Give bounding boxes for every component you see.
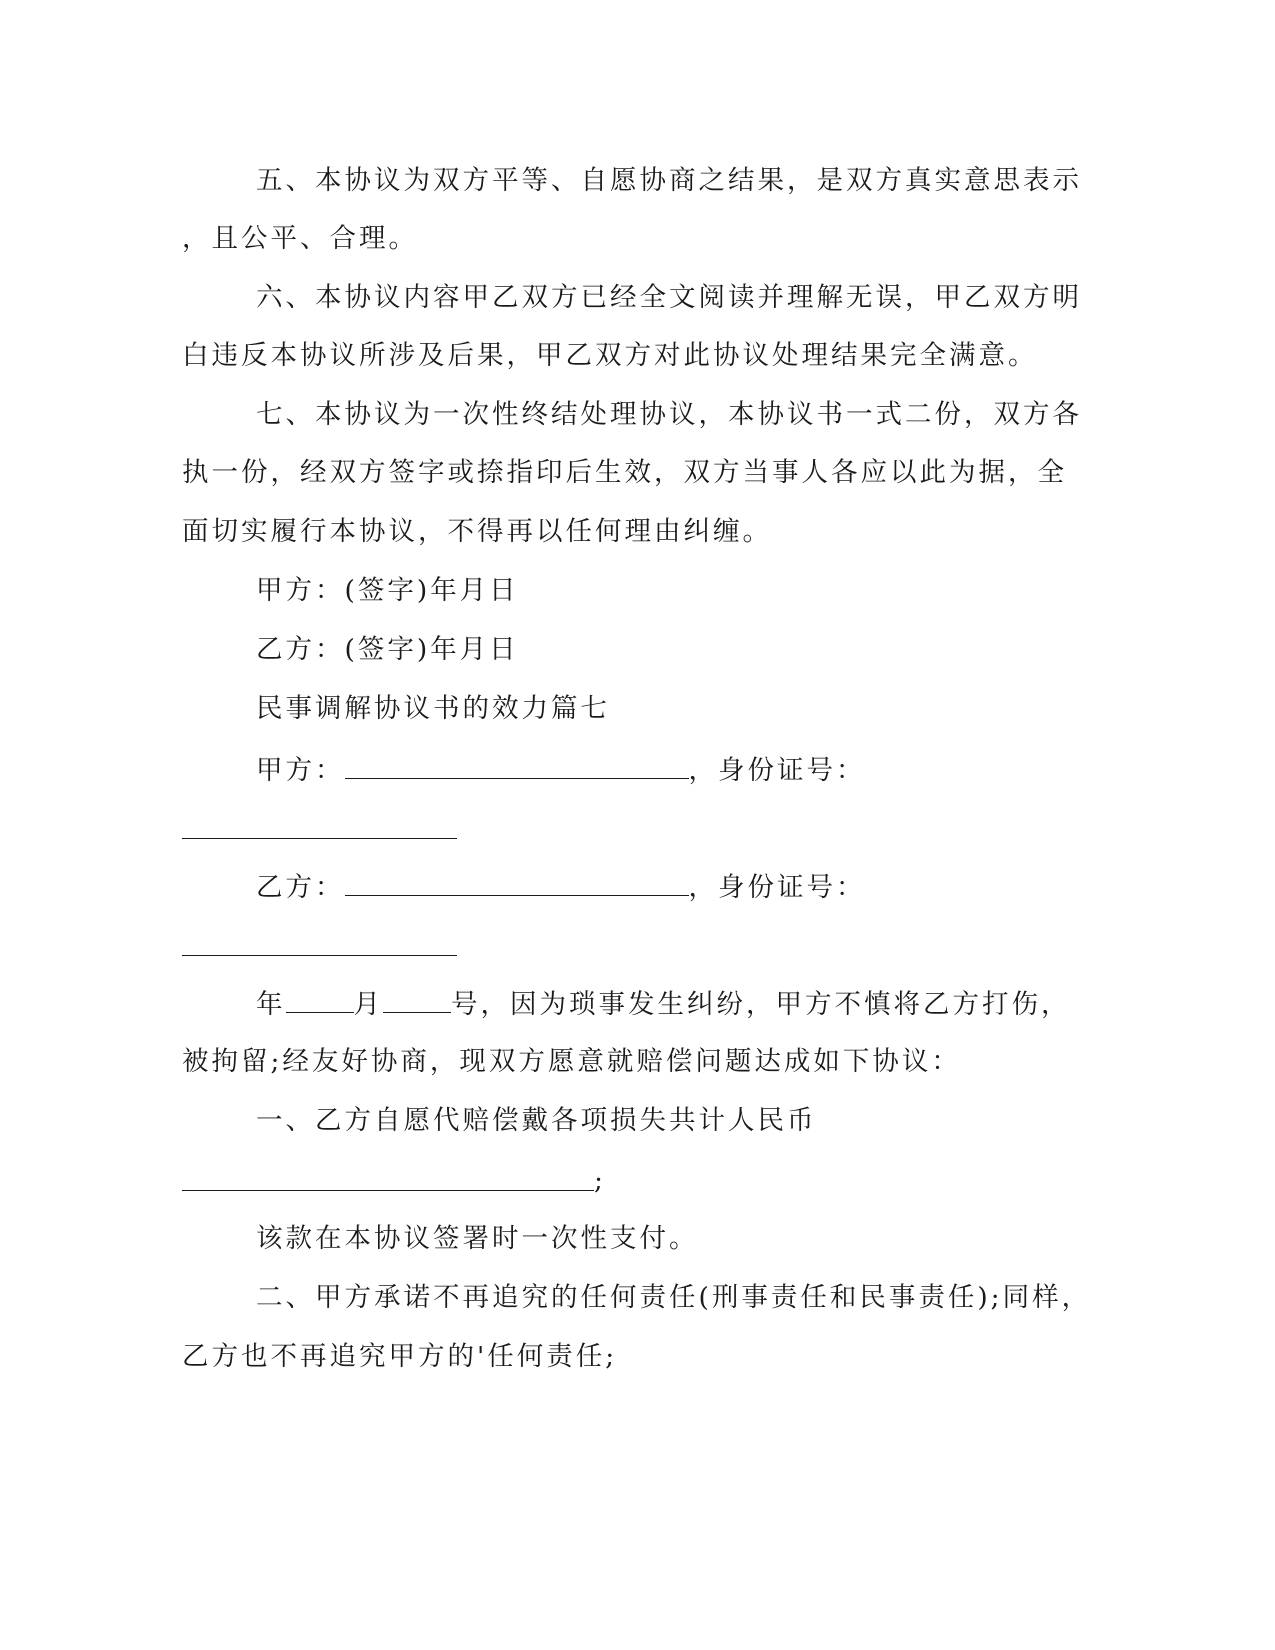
day-blank <box>383 990 451 1013</box>
clause-5-line-2: ，且公平、合理。 <box>182 223 418 254</box>
party-a-id-label: ，身份证号： <box>688 755 866 786</box>
clause-7-line-1: 七、本协议为一次性终结处理协议，本协议书一式二份，双方各 <box>256 399 1082 430</box>
incident-line-2: 被拘留;经友好协商，现双方愿意就赔偿问题达成如下协议： <box>182 1046 961 1077</box>
clause-7-line-3: 面切实履行本协议，不得再以任何理由纠缠。 <box>182 516 772 547</box>
date-month-label: 月 <box>353 989 383 1020</box>
item-1-line-1: 一、乙方自愿代赔偿戴各项损失共计人民币 <box>256 1105 817 1136</box>
party-b-name-blank <box>345 873 689 896</box>
payment-line: 该款在本协议签署时一次性支付。 <box>256 1223 699 1254</box>
party-a-name-blank <box>345 756 689 779</box>
compensation-amount-blank <box>182 1190 594 1191</box>
month-blank <box>286 990 354 1013</box>
party-b-label: 乙方： <box>256 872 345 903</box>
incident-text: 号，因为琐事发生纠纷，甲方不慎将乙方打伤， <box>451 989 1071 1020</box>
signature-party-b: 乙方：(签字)年月日 <box>256 634 519 665</box>
item-2-line-2: 乙方也不再追究甲方的'任何责任; <box>182 1341 618 1372</box>
party-b-id-label: ，身份证号： <box>688 872 866 903</box>
section-title: 民事调解协议书的效力篇七 <box>256 693 610 724</box>
clause-6-line-2: 白违反本协议所涉及后果，甲乙双方对此协议处理结果完全满意。 <box>182 340 1038 371</box>
clause-6-line-1: 六、本协议内容甲乙双方已经全文阅读并理解无误，甲乙双方明 <box>256 282 1082 313</box>
clause-5-line-1: 五、本协议为双方平等、自愿协商之结果，是双方真实意思表示 <box>256 165 1082 196</box>
item-2-line-1: 二、甲方承诺不再追究的任何责任(刑事责任和民事责任);同样， <box>256 1282 1092 1313</box>
clause-7-line-2: 执一份，经双方签字或捺指印后生效，双方当事人各应以此为据，全 <box>182 457 1067 488</box>
party-a-label: 甲方： <box>256 755 345 786</box>
party-b-id-blank <box>182 955 457 956</box>
party-b-line <box>256 873 866 902</box>
party-a-line <box>256 756 866 785</box>
date-year-label: 年 <box>256 989 286 1020</box>
item-1-end: ; <box>594 1165 606 1196</box>
party-a-id-blank <box>182 838 457 839</box>
signature-party-a: 甲方：(签字)年月日 <box>256 575 519 606</box>
incident-line-1 <box>256 990 1071 1019</box>
